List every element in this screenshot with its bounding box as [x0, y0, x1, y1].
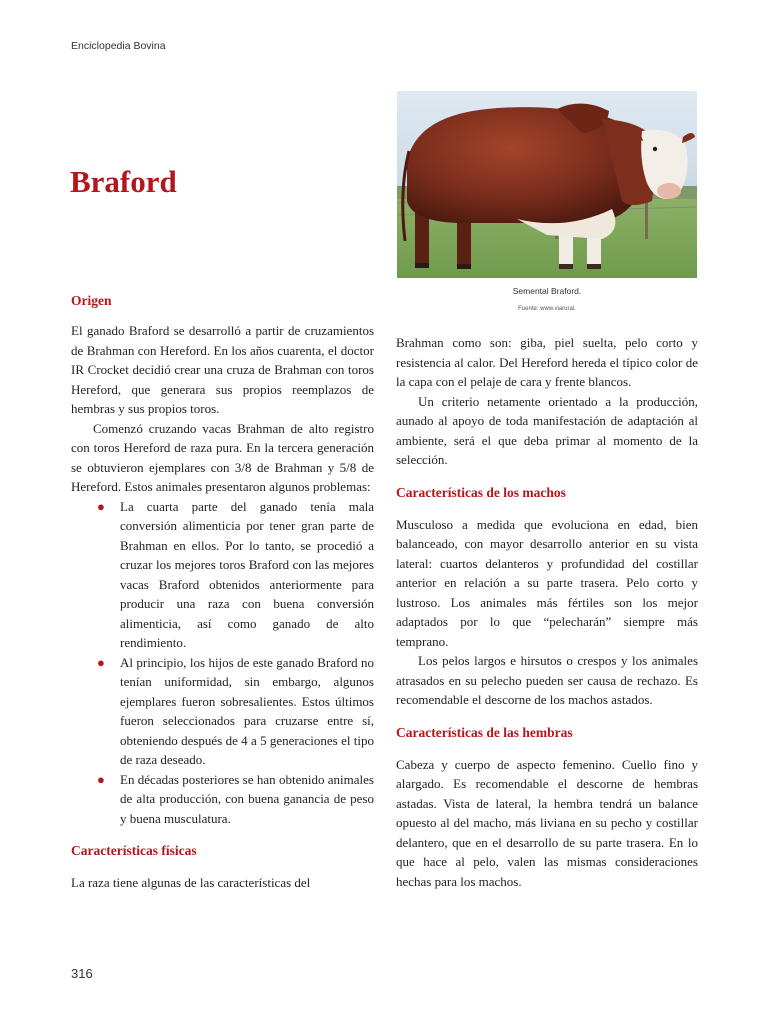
page-number: 316: [71, 966, 93, 981]
left-column: [71, 291, 374, 893]
bullet-icon: ●: [97, 771, 105, 787]
paragraph: Los pelos largos e hirsutos o crespos y los animales atrasados en su pelecho pueden ser causa de rechazo. Es recomendable el descorne de los machos astados.: [396, 653, 698, 707]
bull-photo: [397, 91, 697, 278]
bullet-icon: ●: [97, 498, 105, 514]
heading-caracteristicas-machos: Características de los machos: [396, 484, 566, 500]
paragraph: Un criterio netamente orientado a la producción, aunado al apoyo de toda manifestación de adaptación al ambiente, será el que deba primar al momento de la selección.: [396, 393, 698, 467]
list-item: [71, 653, 374, 770]
figure-caption: Semental Braford.: [512, 286, 582, 296]
running-head: Enciclopedia Bovina: [71, 40, 166, 52]
paragraph: Comenzó cruzando vacas Brahman de alto registro con toros Hereford de raza pura. En la tercera generación se obtuvieron ejemplares con 3/8 de Brahman y 5/8 de Hereford. Estos animales presentaron algunos problemas:: [71, 420, 374, 494]
paragraph: Musculoso a medida que evoluciona en edad, bien balanceado, con mayor desarrollo anterior en su vista lateral: cuartos delanteros y profundidad del costillar anterior en relación a su parte trasera. Pelo corto y lustroso. Los animales más fértiles son los mejor adaptados por lo que “pelecharán” siempre más temprano.: [396, 516, 698, 649]
heading-origen: Origen: [71, 293, 112, 308]
paragraph: Brahman como son: giba, piel suelta, pelo corto y resistencia al calor. Del Hereford hereda el típico color de la capa con el pelaje de cara y frente blancos.: [396, 335, 698, 389]
paragraph: Cabeza y cuerpo de aspecto femenino. Cuello fino y alargado. Es recomendable el descorne de hembras astadas. Vista de lateral, la hembra tendrá un balance opuesto al del macho, más liviana en su pecho y costillar delantero, que en el desarrollo de su parte trasera. En lo que hace al pelo, valen las mismas consideraciones hechas para los machos.: [396, 756, 698, 889]
problems-list: [71, 497, 374, 829]
paragraph: El ganado Braford se desarrolló a partir de cruzamientos de Brahman con Hereford. En los años cuarenta, el doctor IR Crocket decidió crear una cruza de Brahman con toros Hereford, que generara sus propios reemplazos de hembras y sus propios toros.: [71, 323, 374, 416]
list-item-text: La cuarta parte del ganado tenía mala conversión alimenticia por tener gran parte de Brahman en ellos. Por lo tanto, se procedió a cruzar los mejores toros Braford con las mejores vacas Braford obtenidos anteriormente para producir una raza con buena conversión alimenticia, así como ganado de alto rendimiento.: [120, 498, 374, 650]
figure-source: Fuente: www.viarural.: [518, 306, 576, 312]
heading-caracteristicas-hembras: Características de las hembras: [396, 724, 573, 740]
list-item: [71, 770, 374, 829]
page-title: Braford: [70, 164, 177, 199]
list-item-text: En décadas posteriores se han obtenido animales de alta producción, con buena ganancia de peso y buena musculatura.: [120, 771, 374, 826]
paragraph: La raza tiene algunas de las características del: [71, 875, 311, 890]
list-item: [71, 497, 374, 653]
bullet-icon: ●: [97, 654, 105, 670]
list-item-text: Al principio, los hijos de este ganado Braford no tenían uniformidad, sin embargo, algunos ejemplares fueron sobresalientes. Estos últimos fueron seleccionados para cruzarse entre sí, obteniendo después de 4 a 5 generaciones el tipo de raza deseado.: [120, 654, 374, 767]
heading-caracteristicas-fisicas: Características físicas: [71, 843, 197, 858]
right-column: [396, 333, 698, 891]
